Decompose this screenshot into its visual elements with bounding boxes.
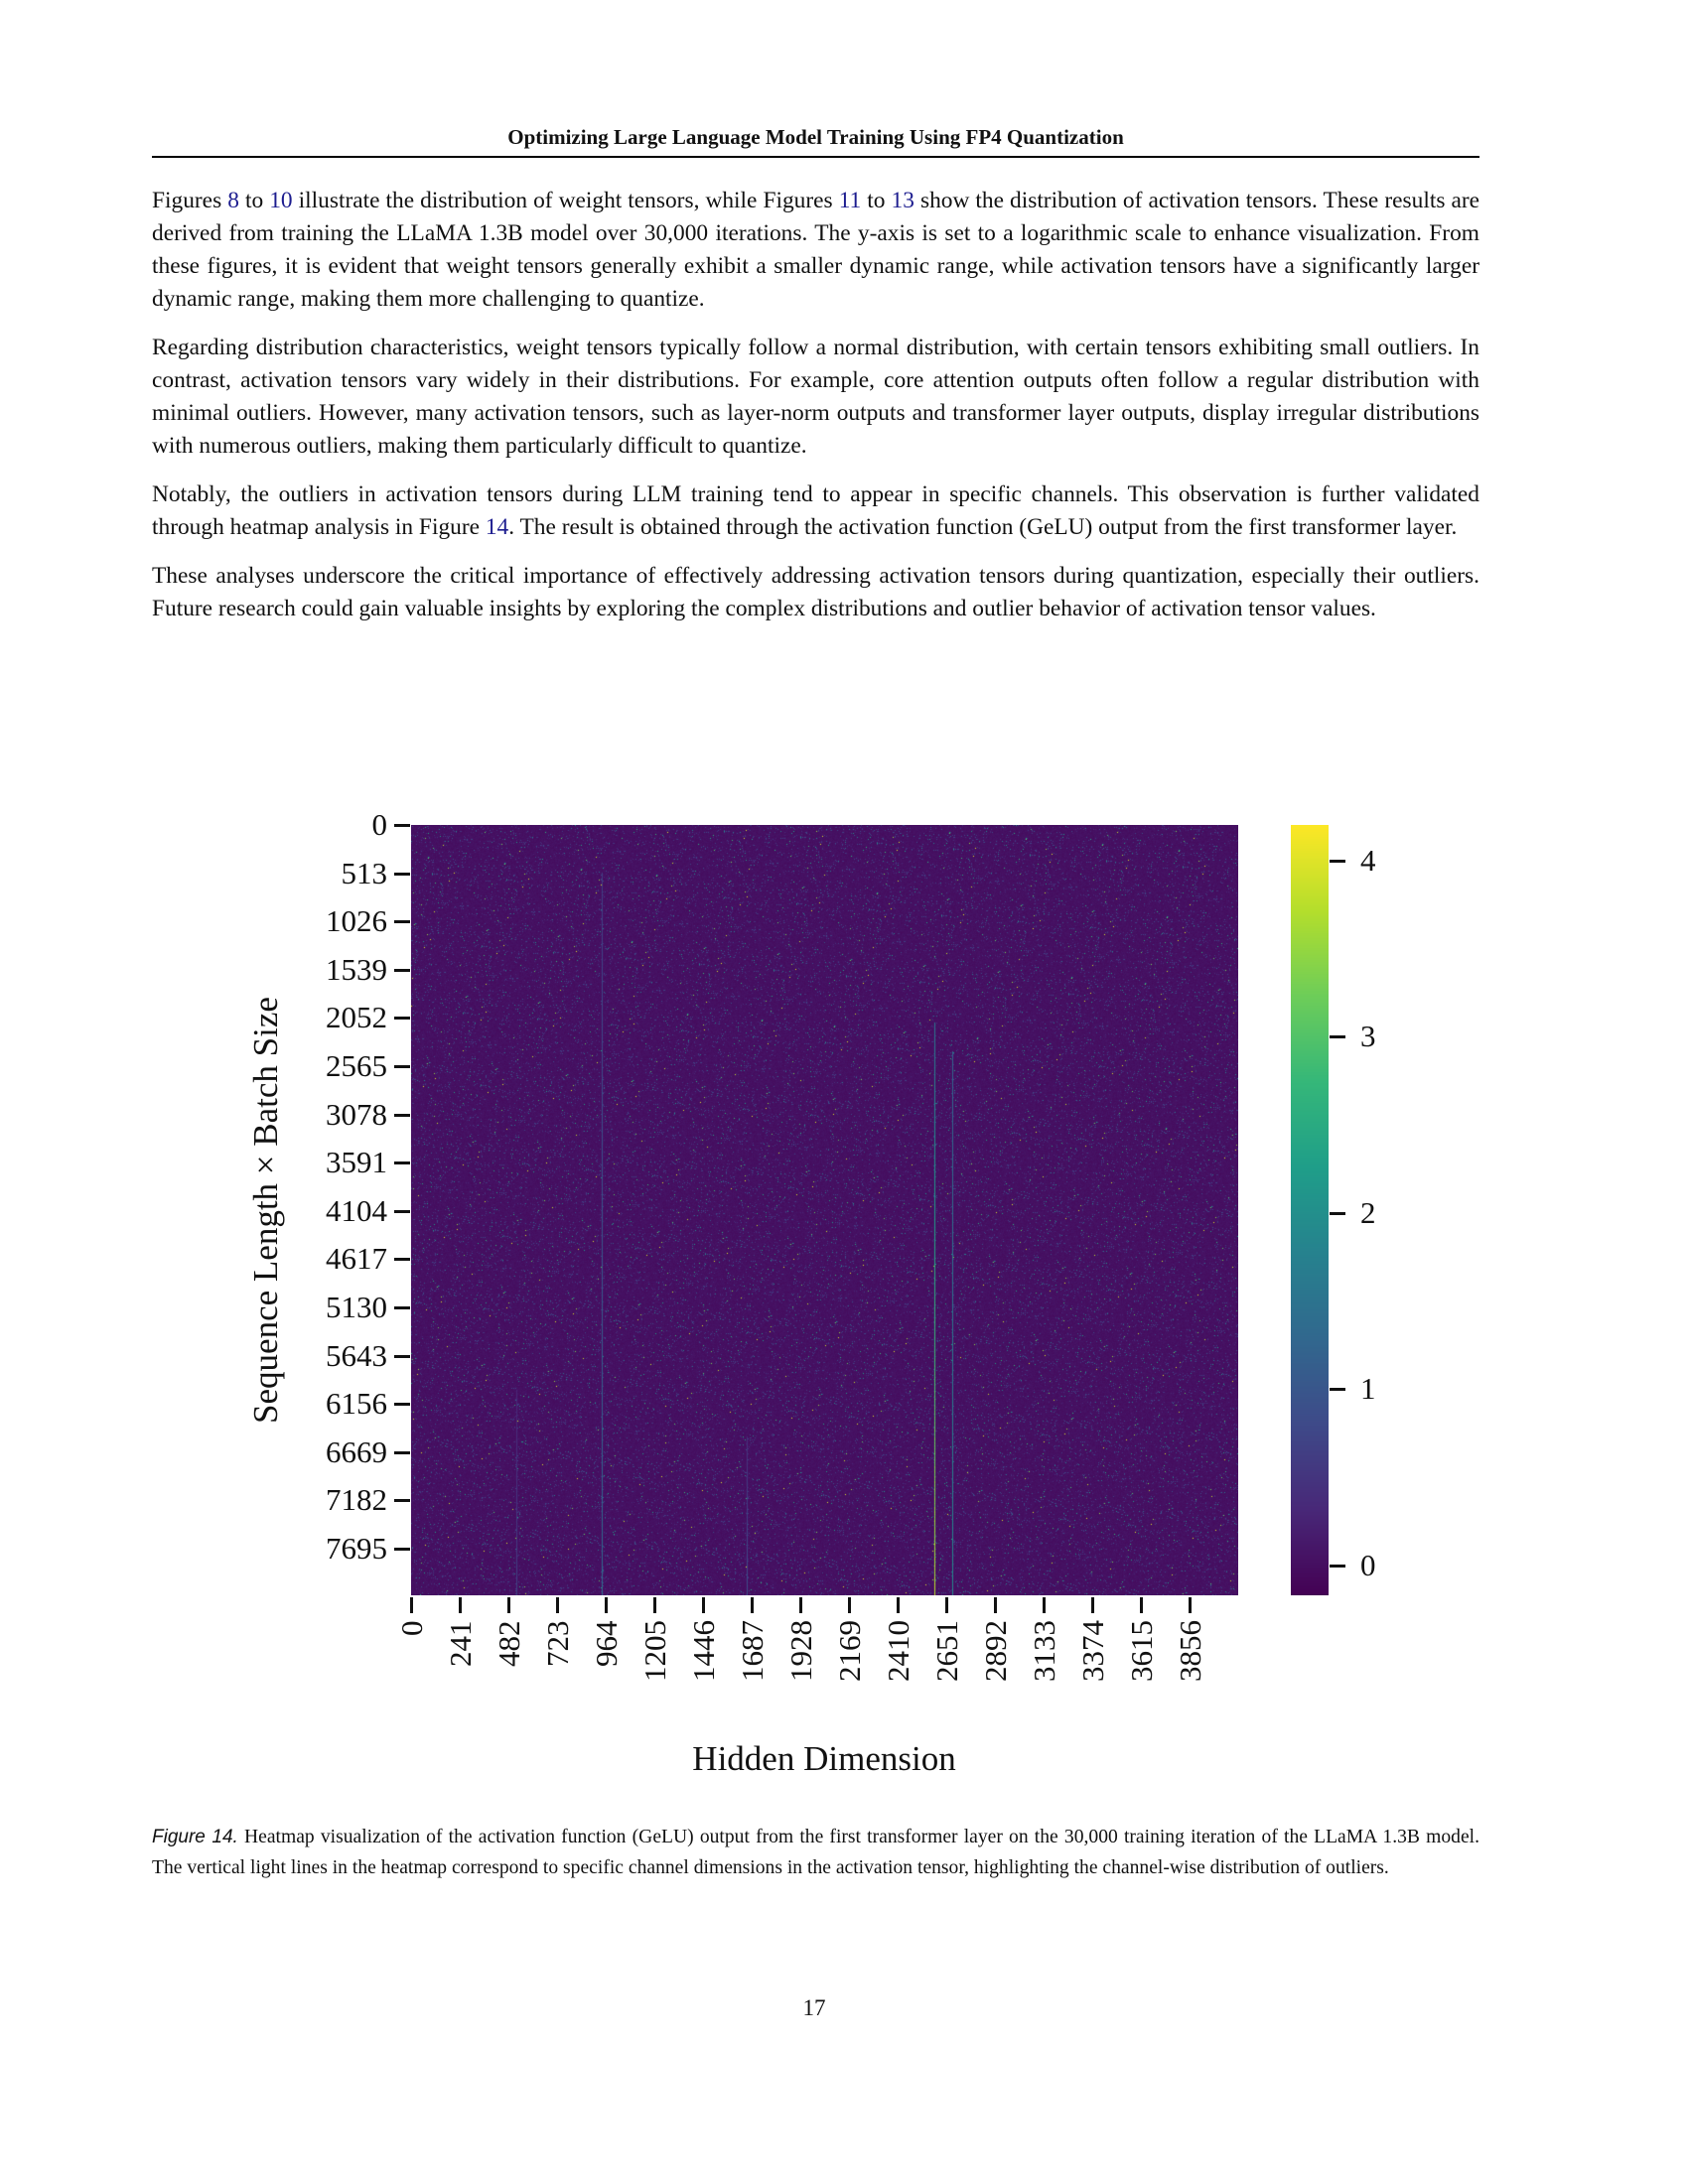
text: show the distribution of activation tensors. These results are derived from training the LLaMA 1.3B model over 30,000 iterations. The y-axis is set to a logarithmic scale to enhance visualization. From these figures, it is evident that weight tensors generally exhibit a smaller dynamic range, while activation tensors have a significantly larger dynamic range, making them more challenging to quantize. — [152, 188, 1480, 312]
x-tick-label: 723 — [540, 1620, 576, 1667]
x-tick-mark — [1189, 1597, 1192, 1613]
x-tick-label: 1446 — [686, 1620, 722, 1682]
y-tick-label: 0 — [371, 807, 387, 842]
x-tick-label: 964 — [589, 1620, 625, 1667]
y-tick-label: 4104 — [326, 1192, 387, 1228]
x-tick-label: 3374 — [1075, 1620, 1111, 1682]
figure-link[interactable]: 10 — [269, 188, 293, 213]
colorbar-tick-mark — [1330, 1565, 1345, 1568]
y-tick-label: 1539 — [326, 951, 387, 987]
x-tick-mark — [410, 1597, 413, 1613]
y-tick-mark — [394, 1210, 410, 1213]
figure-link[interactable]: 14 — [485, 514, 509, 540]
x-tick-label: 2410 — [881, 1620, 916, 1682]
x-tick-label: 0 — [394, 1620, 429, 1636]
x-tick-label: 2892 — [978, 1620, 1014, 1682]
x-tick-mark — [605, 1597, 608, 1613]
heatmap — [411, 825, 1238, 1595]
x-tick-mark — [1140, 1597, 1143, 1613]
caption-label: Figure 14. — [152, 1827, 238, 1847]
running-title: Optimizing Large Language Model Training Using FP4 Quantization — [507, 125, 1124, 149]
y-tick-label: 3078 — [326, 1096, 387, 1132]
text: . The result is obtained through the activation function (GeLU) output from the first transformer layer. — [508, 514, 1458, 540]
colorbar-tick-label: 4 — [1360, 842, 1376, 878]
y-tick-mark — [394, 1065, 410, 1068]
figure-caption — [152, 1823, 1479, 1883]
y-tick-label: 6156 — [326, 1386, 387, 1422]
colorbar-tick-label: 0 — [1360, 1547, 1376, 1582]
header-rule — [152, 156, 1479, 158]
colorbar-tick-mark — [1330, 1388, 1345, 1391]
y-axis-label: Sequence Length × Batch Size — [246, 997, 285, 1424]
y-tick-label: 2565 — [326, 1047, 387, 1083]
x-tick-mark — [1091, 1597, 1094, 1613]
text: illustrate the distribution of weight tensors, while Figures — [292, 188, 839, 213]
y-tick-mark — [394, 824, 410, 827]
y-tick-mark — [394, 1355, 410, 1358]
x-tick-label: 1205 — [637, 1620, 673, 1682]
y-tick-mark — [394, 1017, 410, 1020]
y-tick-mark — [394, 1451, 410, 1454]
y-tick-label: 3591 — [326, 1145, 387, 1180]
x-tick-label: 2169 — [832, 1620, 868, 1682]
y-tick-label: 7182 — [326, 1482, 387, 1518]
y-tick-mark — [394, 969, 410, 972]
x-tick-label: 241 — [443, 1620, 478, 1667]
text: to — [238, 188, 270, 213]
x-tick-label: 3615 — [1124, 1620, 1160, 1682]
y-tick-label: 2052 — [326, 1000, 387, 1035]
figure-link[interactable]: 11 — [838, 188, 862, 213]
text: Notably, the outliers in activation tensors during LLM training tend to appear in specific channels. This observation is further validated through heatmap analysis in Figure — [152, 481, 1479, 540]
x-tick-mark — [702, 1597, 705, 1613]
x-tick-mark — [556, 1597, 559, 1613]
y-tick-mark — [394, 1548, 410, 1551]
y-tick-mark — [394, 1499, 410, 1502]
x-tick-label: 482 — [492, 1620, 527, 1667]
colorbar-tick-label: 1 — [1360, 1371, 1376, 1407]
text: to — [861, 188, 892, 213]
x-tick-mark — [945, 1597, 948, 1613]
page-number: 17 — [802, 1995, 826, 2020]
y-tick-label: 4617 — [326, 1241, 387, 1277]
x-tick-mark — [848, 1597, 851, 1613]
x-tick-mark — [897, 1597, 900, 1613]
x-tick-label: 2651 — [929, 1620, 965, 1682]
x-tick-mark — [653, 1597, 656, 1613]
x-tick-label: 1928 — [783, 1620, 819, 1682]
paragraph-1 — [152, 185, 1479, 316]
x-tick-label: 3856 — [1173, 1620, 1208, 1682]
x-tick-mark — [994, 1597, 997, 1613]
x-tick-mark — [1043, 1597, 1046, 1613]
text: Figures — [152, 188, 228, 213]
y-tick-label: 1026 — [326, 903, 387, 939]
y-tick-mark — [394, 1258, 410, 1261]
paragraph-4: These analyses underscore the critical importance of effectively addressing activation tensors during quantization, especially their outliers. Future research could gain valuable insights by exploring the complex distributions and outlier behavior of activation tensor values. — [152, 563, 1479, 621]
colorbar-tick-label: 3 — [1360, 1019, 1376, 1054]
figure-link[interactable]: 8 — [227, 188, 239, 213]
y-tick-label: 6669 — [326, 1433, 387, 1469]
y-tick-mark — [394, 920, 410, 923]
colorbar-tick-mark — [1330, 1035, 1345, 1038]
y-tick-mark — [394, 1403, 410, 1406]
figure-link[interactable]: 13 — [891, 188, 914, 213]
colorbar-tick-mark — [1330, 1212, 1345, 1215]
y-tick-mark — [394, 1306, 410, 1309]
x-tick-label: 1687 — [735, 1620, 771, 1682]
y-tick-label: 5643 — [326, 1337, 387, 1373]
caption-text: Heatmap visualization of the activation function (GeLU) output from the first transformer layer on the 30,000 training iteration of the LLaMA 1.3B model. The vertical light lines in the heatmap correspond to specific channel dimensions in the activation tensor, highlighting the channel-wise distribution of outliers. — [152, 1827, 1480, 1878]
y-tick-mark — [394, 1114, 410, 1117]
x-tick-mark — [459, 1597, 462, 1613]
body-text — [152, 185, 1479, 641]
paragraph-3 — [152, 478, 1479, 544]
colorbar-tick-mark — [1330, 860, 1345, 863]
x-tick-mark — [799, 1597, 802, 1613]
y-tick-label: 513 — [341, 855, 387, 890]
paragraph-2: Regarding distribution characteristics, weight tensors typically follow a normal distribution, with certain tensors exhibiting small outliers. In contrast, activation tensors vary widely in their distributions. For example, core attention outputs often follow a regular distribution with minimal outliers. However, many activation tensors, such as layer-norm outputs and transformer layer outputs, display irregular distributions with numerous outliers, making them particularly difficult to quantize. — [152, 335, 1479, 459]
y-tick-label: 7695 — [326, 1530, 387, 1566]
y-tick-mark — [394, 1161, 410, 1164]
x-axis-label: Hidden Dimension — [692, 1739, 956, 1778]
x-tick-label: 3133 — [1027, 1620, 1062, 1682]
y-tick-mark — [394, 873, 410, 876]
x-tick-mark — [507, 1597, 510, 1613]
colorbar-tick-label: 2 — [1360, 1194, 1376, 1230]
y-tick-label: 5130 — [326, 1289, 387, 1324]
x-tick-mark — [751, 1597, 754, 1613]
colorbar — [1291, 825, 1329, 1595]
